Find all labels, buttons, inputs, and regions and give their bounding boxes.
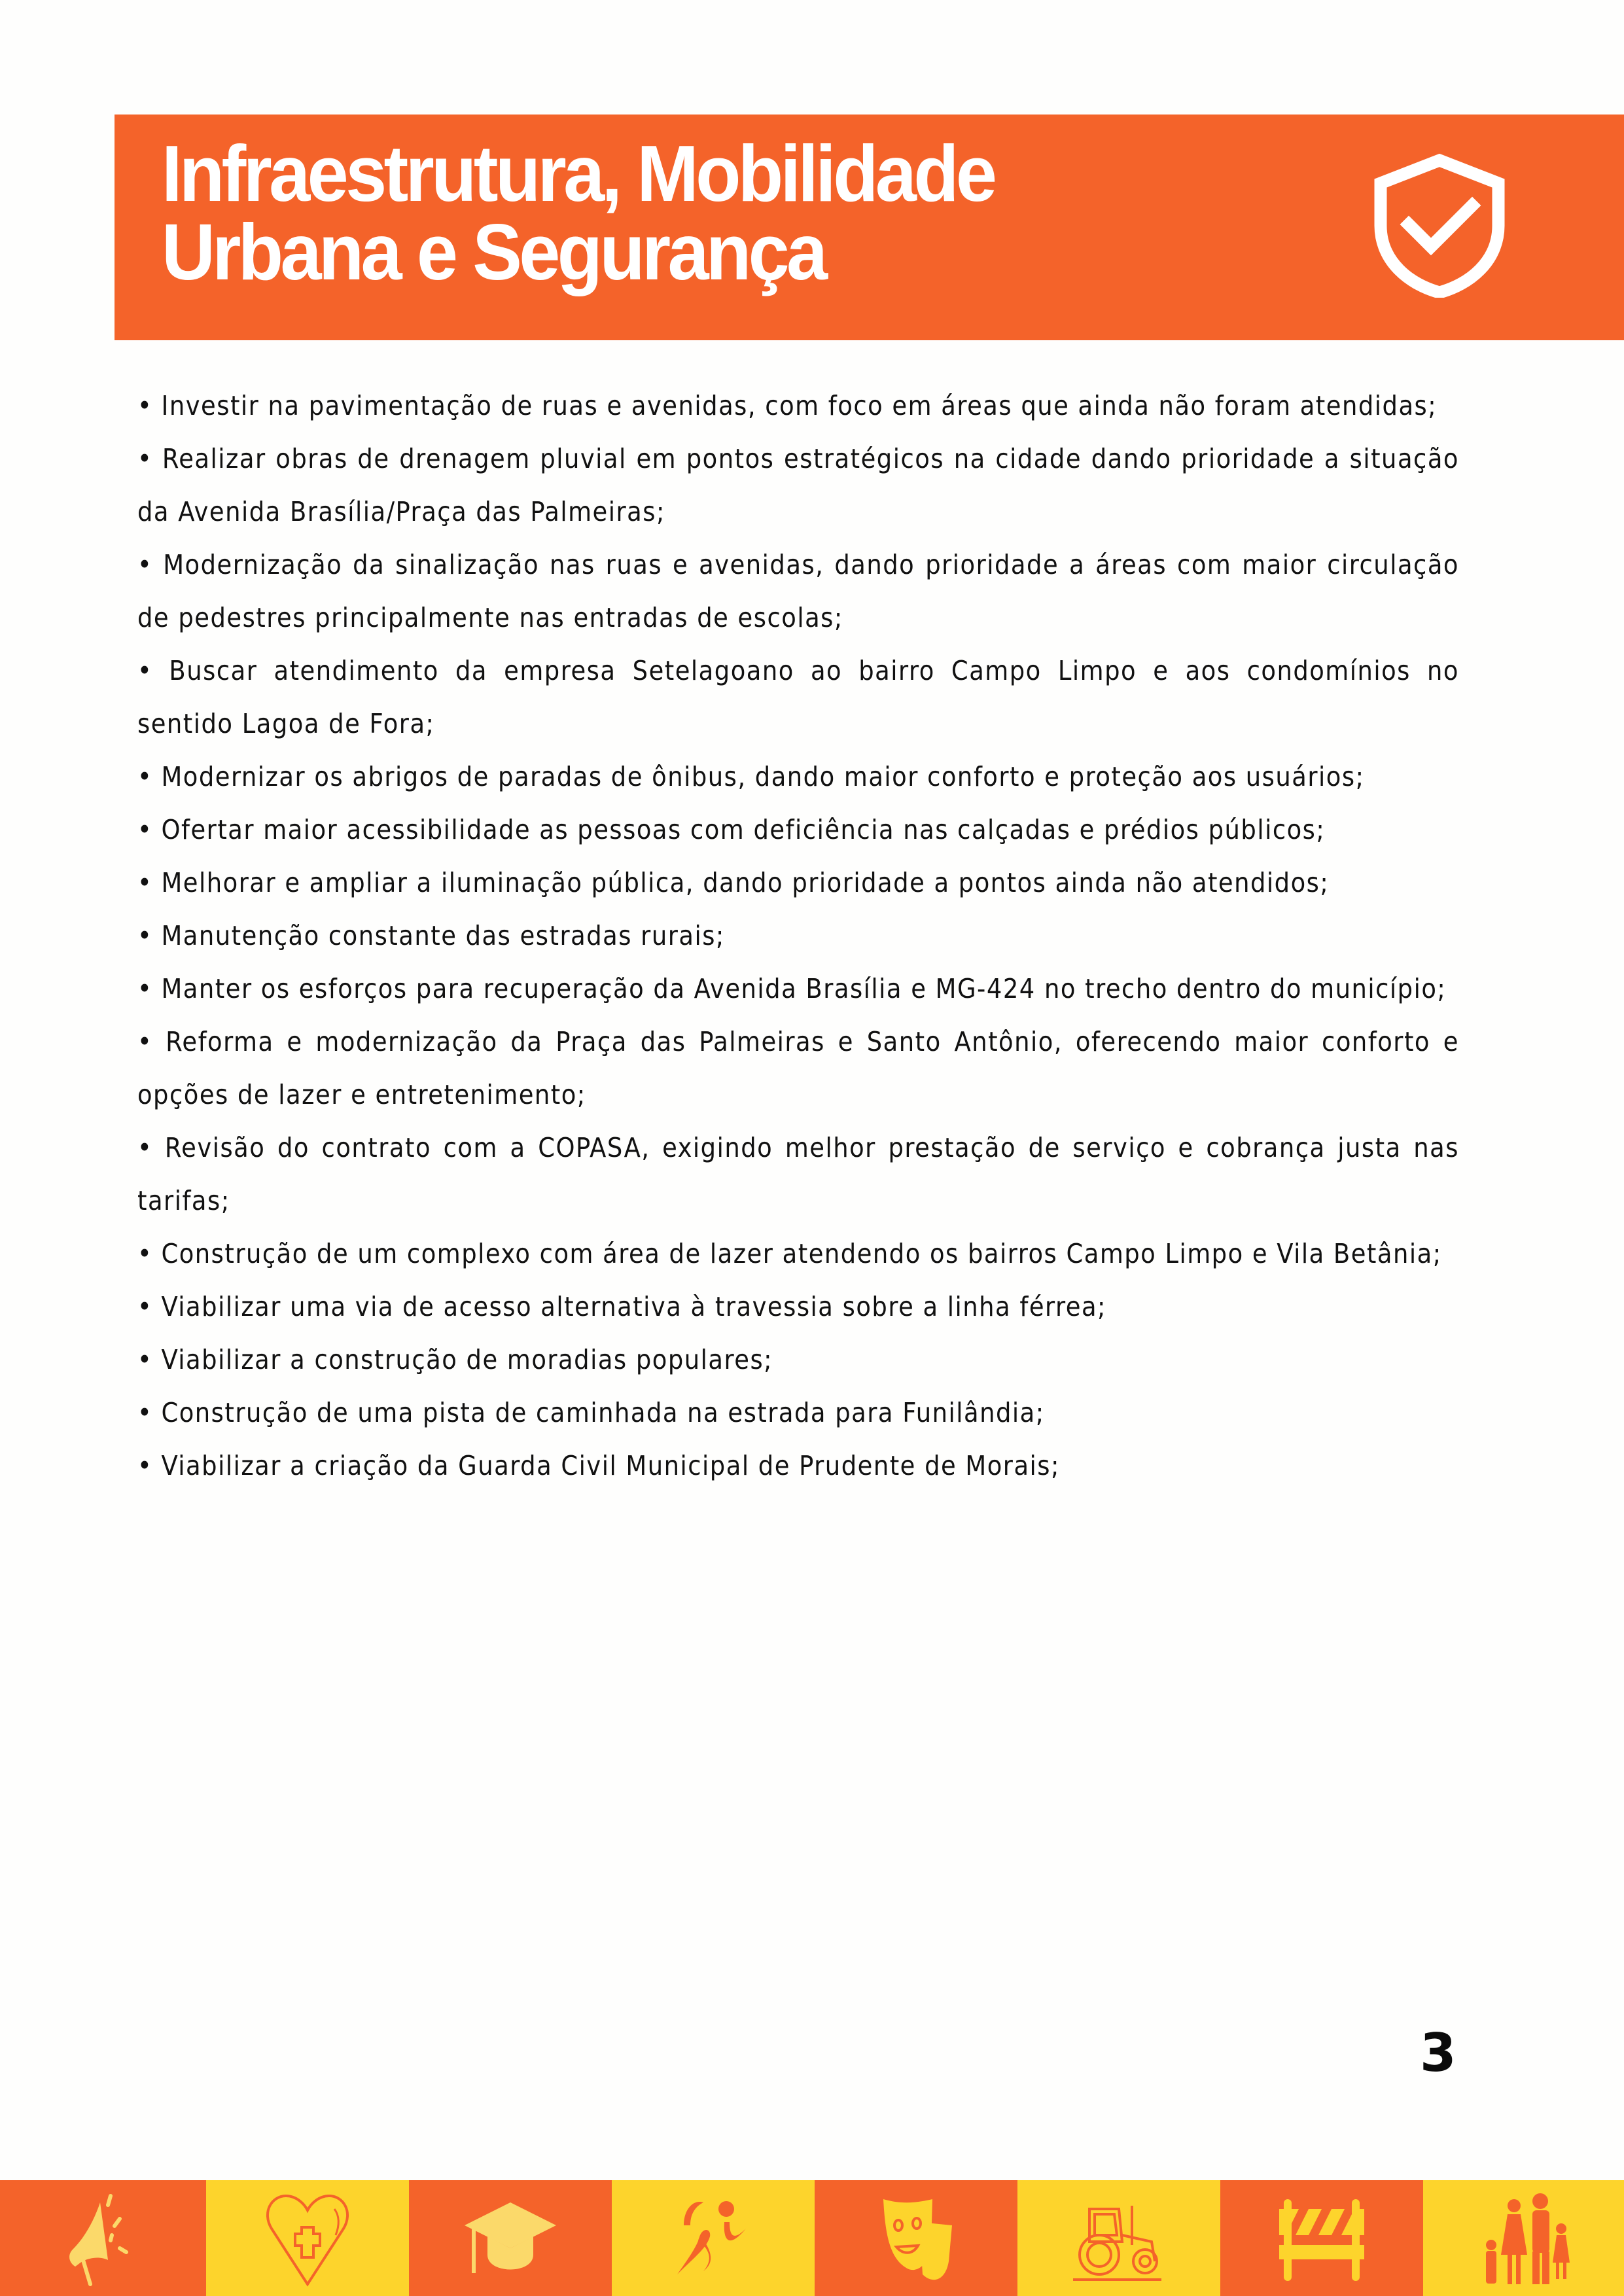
shield-check-icon <box>1371 154 1508 298</box>
list-item: • Modernizar os abrigos de paradas de ônibus, dando maior conforto e proteção aos usuários; <box>137 761 1365 792</box>
list-item: • Melhorar e ampliar a iluminação pública, dando prioridade a pontos ainda não atendidos; <box>137 867 1330 898</box>
list-item: • Buscar atendimento da empresa Setelagoano ao bairro Campo Limpo e aos condomínios no sentido Lagoa de Fora; <box>137 655 1459 739</box>
footer-tile-health <box>206 2180 409 2296</box>
list-item: • Manutenção constante das estradas rurais; <box>137 920 725 951</box>
runner-icon <box>664 2189 762 2287</box>
list-item: • Manter os esforços para recuperação da Avenida Brasília e MG-424 no trecho dentro do município; <box>137 973 1447 1004</box>
section-title-line-1: Infraestrutura, Mobilidade <box>162 129 995 218</box>
list-item: • Viabilizar uma via de acesso alternativa à travessia sobre a linha férrea; <box>137 1291 1106 1322</box>
graduation-cap-icon <box>461 2189 559 2287</box>
footer-icon-band <box>0 2180 1624 2296</box>
list-item: • Construção de um complexo com área de lazer atendendo os bairros Campo Limpo e Vila Betânia; <box>137 1238 1442 1269</box>
footer-tile-communication <box>0 2180 206 2296</box>
heart-health-icon <box>258 2189 357 2287</box>
family-icon <box>1475 2189 1573 2287</box>
theater-masks-icon <box>867 2189 965 2287</box>
footer-tile-agriculture <box>1017 2180 1220 2296</box>
list-item: • Revisão do contrato com a COPASA, exigindo melhor prestação de serviço e cobrança justa nas tarifas; <box>137 1132 1459 1216</box>
footer-tile-social <box>1423 2180 1624 2296</box>
section-title-line-2: Urbana e Segurança <box>162 207 825 296</box>
megaphone-icon <box>54 2189 152 2287</box>
footer-tile-culture <box>815 2180 1017 2296</box>
footer-tile-education <box>409 2180 612 2296</box>
list-item: • Viabilizar a construção de moradias populares; <box>137 1344 773 1375</box>
list-item: • Construção de uma pista de caminhada na estrada para Funilândia; <box>137 1397 1045 1428</box>
page-number: 3 <box>1420 2022 1456 2083</box>
footer-tile-sports <box>612 2180 815 2296</box>
road-barrier-icon <box>1273 2189 1371 2287</box>
list-item: • Viabilizar a criação da Guarda Civil Municipal de Prudente de Morais; <box>137 1450 1060 1481</box>
list-item: • Modernização da sinalização nas ruas e avenidas, dando prioridade a áreas com maior circulação de pedestres principalmente nas entradas de escolas; <box>137 549 1459 633</box>
list-item: • Realizar obras de drenagem pluvial em pontos estratégicos na cidade dando prioridade a situação da Avenida Brasília/Praça das Palmeiras; <box>137 443 1459 527</box>
proposal-list <box>137 380 1459 1492</box>
footer-tile-infrastructure <box>1220 2180 1423 2296</box>
list-item: • Ofertar maior acessibilidade as pessoas com deficiência nas calçadas e prédios públicos; <box>137 814 1326 845</box>
list-item: • Reforma e modernização da Praça das Palmeiras e Santo Antônio, oferecendo maior conforto e opções de lazer e entretenimento; <box>137 1026 1459 1110</box>
section-title <box>162 129 995 296</box>
list-item: • Investir na pavimentação de ruas e avenidas, com foco em áreas que ainda não foram atendidas; <box>137 390 1438 421</box>
tractor-icon <box>1070 2189 1168 2287</box>
section-header-banner <box>115 115 1624 340</box>
